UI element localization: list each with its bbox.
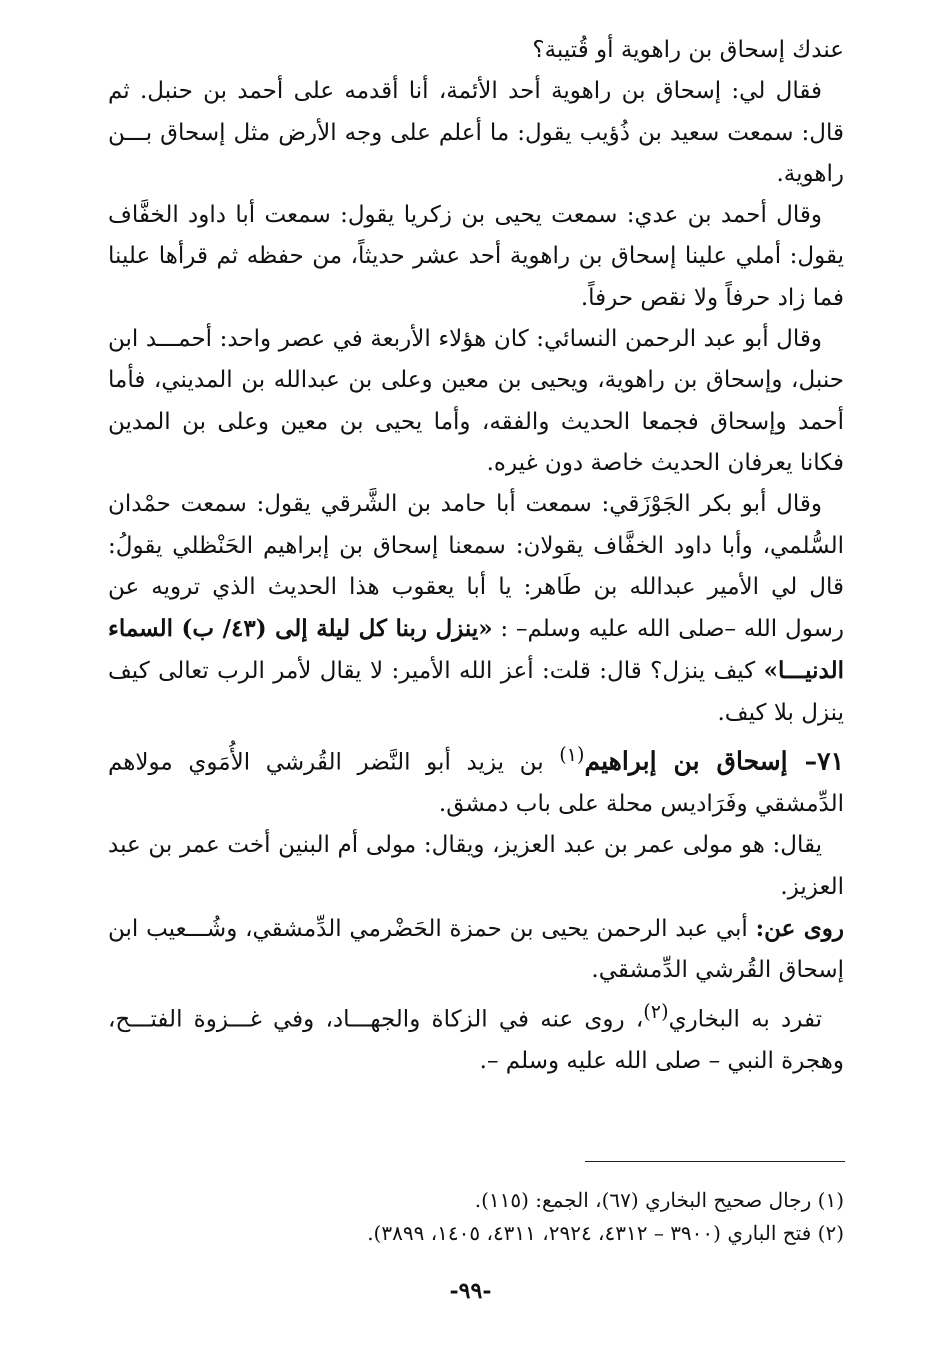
footnote-2: (٢) فتح الباري (٣٩٠٠ – ٤٣١٢، ٢٩٢٤، ٤٣١١، ١٤٠٥، ٣٨٩٩).	[367, 1221, 844, 1245]
main-text	[108, 30, 844, 1083]
page-number: -٩٩-	[449, 1278, 492, 1304]
narrated-from-label: روى عن:	[755, 914, 844, 942]
footnote-separator	[585, 1161, 845, 1162]
paragraph-7: يقال: هو مولى عمر بن عبد العزيز، ويقال: مولى أم البنين أخت عمر بن عبد العزيز.	[108, 832, 844, 900]
paragraph-8	[108, 908, 844, 992]
footnote-ref-2[interactable]: (٢)	[643, 1000, 669, 1024]
paragraph-2: فقال لي: إسحاق بن راهوية أحد الأئمة، أنا أقدمه على أحمد بن حنبل. ثم قال: سمعت سعيد بن ذُؤيب يقول: ما أعلم على وجه الأرض مثل إسحاق بـــن راهوية.	[108, 78, 844, 187]
paragraph-4: وقال أبو عبد الرحمن النسائي: كان هؤلاء الأربعة في عصر واحد: أحمـــد ابن حنبل، وإسحاق بن راهوية، ويحيى بن معين وعلى بن عبدالله بن المديني، فأما أحمد وإسحاق فجمعا الحديث والفقه، وأما يحيى بن معين وعلى بن المدين فكانا يعرفان الحديث خاصة دون غيره.	[108, 326, 844, 476]
paragraph-5-text-after: كيف ينزل؟ قال: قلت: أعز الله الأمير: لا يقال لأمر الرب تعالى كيف ينزل بلا كيف.	[108, 658, 844, 726]
hadith-quote: «ينزل ربنا كل ليلة إلى (٤٣/ ب) السماء الدنيـــا»	[108, 615, 844, 685]
paragraph-5-text-before: وقال أبو بكر الجَوْزَقي: سمعت أبا حامد بن الشَّرقي يقول: سمعت حمْدان السُّلمي، وأبا داود الخفَّاف يقولان: سمعنا إسحاق بن إبراهيم الحَنْظلي يقولُ: قال لي الأمير عبدالله بن طَاهر: يا أبا يعقوب هذا الحديث الذي ترويه عن رسول الله –صلى الله عليه وسلم– :	[108, 491, 844, 643]
footnote-1: (١) رجال صحيح البخاري (٦٧)، الجمع: (١١٥).	[474, 1188, 844, 1212]
entry-heading: ٧١– إسحاق بن إبراهيم	[584, 746, 844, 776]
paragraph-9-text-after: ، روى عنه في الزكاة والجهـــاد، وفي غـــزوة الفتـــح، وهجرة النبي – صلى الله عليه وسلم –.	[108, 1007, 844, 1075]
entry-71-text: بن يزيد أبو النَّضر القُرشي الأُمَوي مولاهم الدِّمشقي وفَرَاديس محلة على باب دمشق.	[108, 749, 844, 817]
entry-71	[108, 734, 844, 825]
paragraph-9-text-before: تفرد به البخاري	[668, 1007, 822, 1034]
paragraph-9	[108, 991, 844, 1082]
paragraph-3: وقال أحمد بن عدي: سمعت يحيى بن زكريا يقول: سمعت أبا داود الخفَّاف يقول: أملي علينا إسحاق بن راهوية أحد عشر حديثاً، من حفظه ثم قرأها علينا فما زاد حرفاً ولا نقص حرفاً.	[108, 202, 844, 311]
paragraph-1: عندك إسحاق بن راهوية أو قُتيبة؟	[532, 37, 844, 63]
paragraph-5	[108, 484, 844, 734]
paragraph-8-text: أبي عبد الرحمن يحيى بن حمزة الحَضْرمي الدِّمشقي، وشُـــعيب ابن إسحاق القُرشي الدِّمشقي.	[108, 915, 844, 984]
footnote-ref-1[interactable]: (١)	[559, 743, 585, 767]
footnotes	[108, 1184, 844, 1250]
